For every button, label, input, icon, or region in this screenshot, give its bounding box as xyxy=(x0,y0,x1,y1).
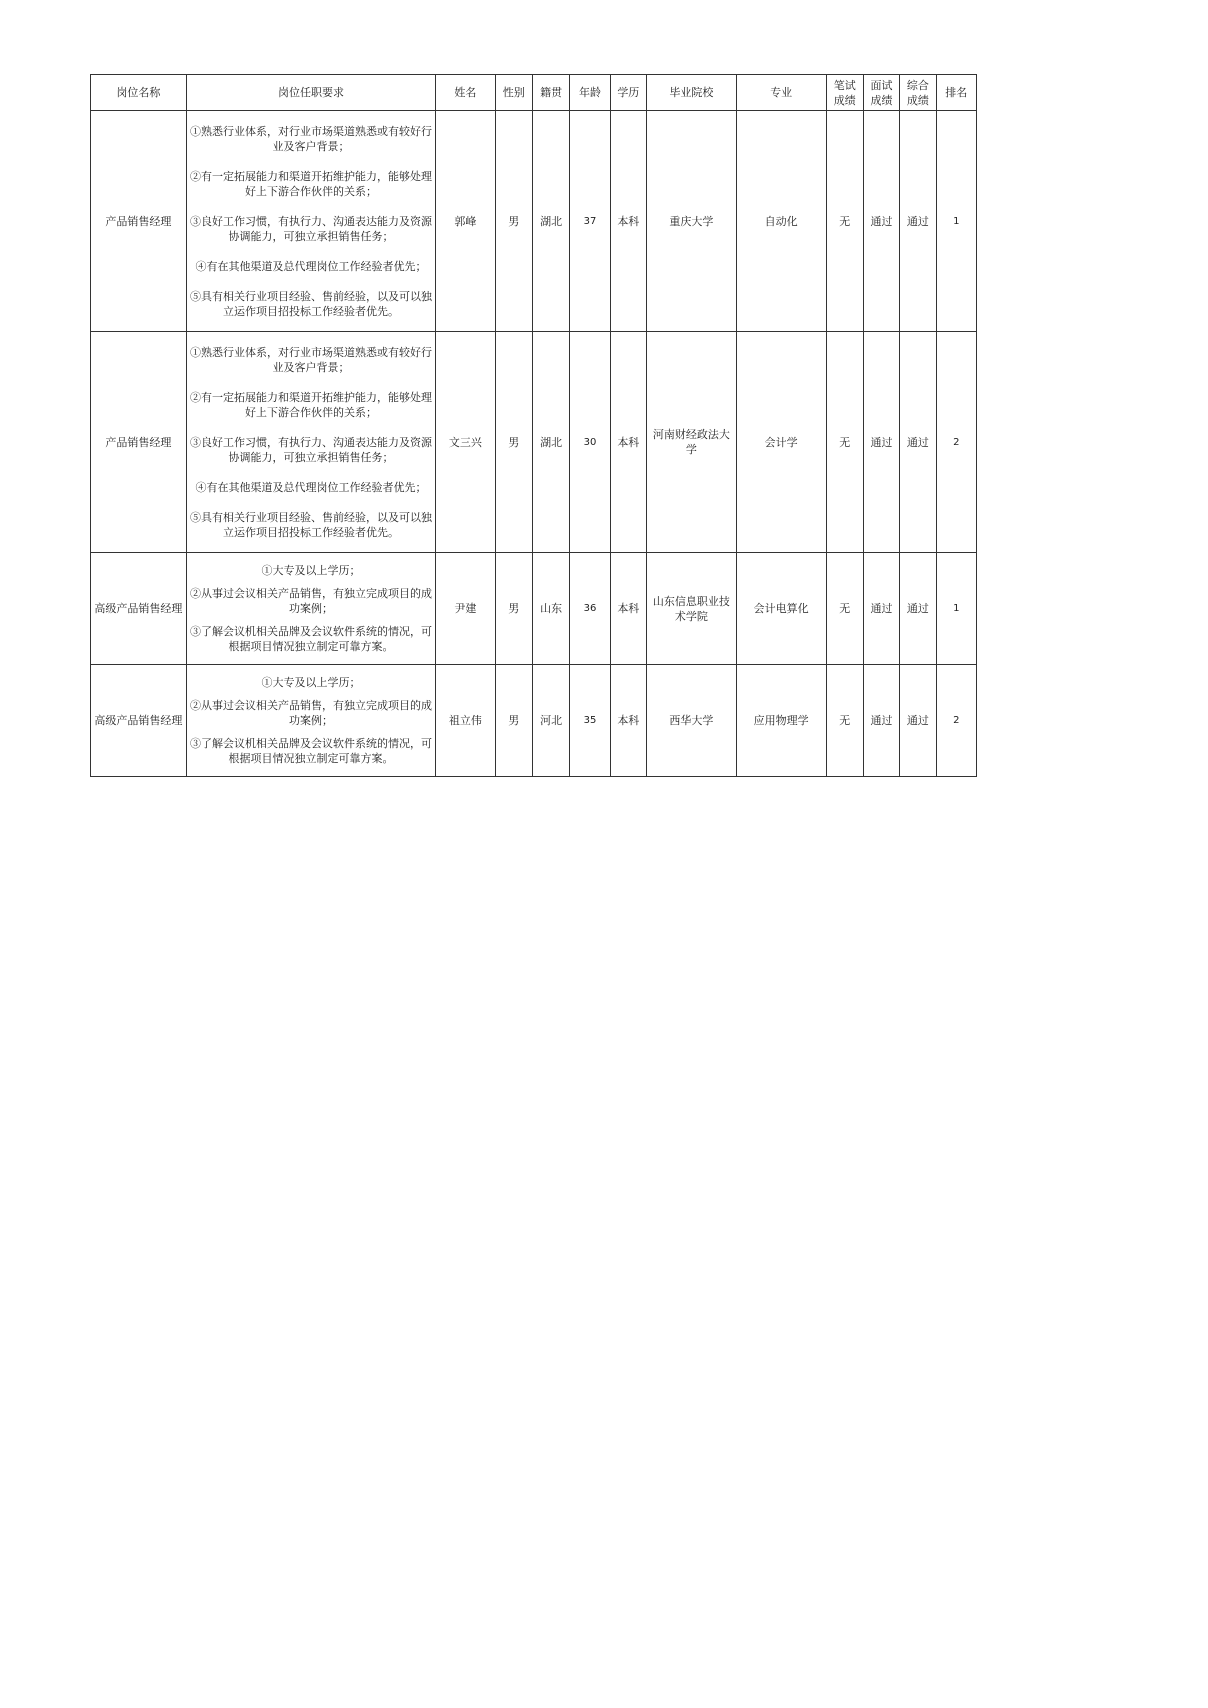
header-age: 年龄 xyxy=(570,75,610,111)
overall-score-cell: 通过 xyxy=(900,111,936,332)
name-cell: 文三兴 xyxy=(436,332,496,553)
rank-cell: 2 xyxy=(936,332,976,553)
written-score-cell: 无 xyxy=(826,553,863,665)
major-cell: 自动化 xyxy=(736,111,826,332)
origin-cell: 湖北 xyxy=(532,111,569,332)
requirement-item: ①大专及以上学历； xyxy=(261,564,361,577)
name-cell: 尹建 xyxy=(436,553,496,665)
education-cell: 本科 xyxy=(610,665,646,777)
requirements-cell xyxy=(186,111,435,332)
overall-score-cell: 通过 xyxy=(900,553,936,665)
interview-score-cell: 通过 xyxy=(863,553,899,665)
major-cell: 会计电算化 xyxy=(736,553,826,665)
requirement-item: ①大专及以上学历； xyxy=(261,676,361,689)
school-cell: 河南财经政法大学 xyxy=(646,332,736,553)
header-education: 学历 xyxy=(610,75,646,111)
rank-cell: 1 xyxy=(936,111,976,332)
position-cell: 产品销售经理 xyxy=(91,111,187,332)
header-interview: 面试成绩 xyxy=(863,75,899,111)
age-cell: 35 xyxy=(570,665,610,777)
requirements-cell xyxy=(186,553,435,665)
written-score-cell: 无 xyxy=(826,332,863,553)
origin-cell: 河北 xyxy=(532,665,569,777)
header-name: 姓名 xyxy=(436,75,496,111)
age-cell: 36 xyxy=(570,553,610,665)
age-cell: 30 xyxy=(570,332,610,553)
header-major: 专业 xyxy=(736,75,826,111)
table-row xyxy=(91,111,977,332)
overall-score-cell: 通过 xyxy=(900,665,936,777)
header-overall: 综合成绩 xyxy=(900,75,936,111)
candidate-table xyxy=(90,74,977,777)
name-cell: 祖立伟 xyxy=(436,665,496,777)
header-row xyxy=(91,75,977,111)
name-cell: 郭峰 xyxy=(436,111,496,332)
position-cell: 高级产品销售经理 xyxy=(91,665,187,777)
position-cell: 高级产品销售经理 xyxy=(91,553,187,665)
requirement-item: ③了解会议机相关品牌及会议软件系统的情况，可根据项目情况独立制定可靠方案。 xyxy=(189,625,432,653)
rank-cell: 2 xyxy=(936,665,976,777)
gender-cell: 男 xyxy=(495,332,532,553)
header-gender: 性别 xyxy=(495,75,532,111)
header-origin: 籍贯 xyxy=(532,75,569,111)
age-cell: 37 xyxy=(570,111,610,332)
rank-cell: 1 xyxy=(936,553,976,665)
education-cell: 本科 xyxy=(610,553,646,665)
written-score-cell: 无 xyxy=(826,111,863,332)
interview-score-cell: 通过 xyxy=(863,111,899,332)
gender-cell: 男 xyxy=(495,553,532,665)
requirement-item: ⑤具有相关行业项目经验、售前经验，以及可以独立运作项目招投标工作经验者优先。 xyxy=(189,510,432,539)
requirements-cell xyxy=(186,665,435,777)
school-cell: 山东信息职业技术学院 xyxy=(646,553,736,665)
requirement-item: ③了解会议机相关品牌及会议软件系统的情况，可根据项目情况独立制定可靠方案。 xyxy=(189,737,432,765)
interview-score-cell: 通过 xyxy=(863,332,899,553)
requirement-item: ④有在其他渠道及总代理岗位工作经验者优先； xyxy=(195,259,427,273)
requirement-item: ①熟悉行业体系，对行业市场渠道熟悉或有较好行业及客户背景； xyxy=(189,345,432,374)
interview-score-cell: 通过 xyxy=(863,665,899,777)
requirement-item: ③良好工作习惯，有执行力、沟通表达能力及资源协调能力，可独立承担销售任务； xyxy=(189,214,432,243)
education-cell: 本科 xyxy=(610,111,646,332)
requirement-item: ②从事过会议相关产品销售，有独立完成项目的成功案例； xyxy=(189,699,432,727)
origin-cell: 湖北 xyxy=(532,332,569,553)
origin-cell: 山东 xyxy=(532,553,569,665)
requirement-item: ④有在其他渠道及总代理岗位工作经验者优先； xyxy=(195,480,427,494)
header-requirements: 岗位任职要求 xyxy=(186,75,435,111)
table-row xyxy=(91,665,977,777)
header-written: 笔试成绩 xyxy=(826,75,863,111)
requirement-item: ⑤具有相关行业项目经验、售前经验，以及可以独立运作项目招投标工作经验者优先。 xyxy=(189,289,432,318)
position-cell: 产品销售经理 xyxy=(91,332,187,553)
school-cell: 重庆大学 xyxy=(646,111,736,332)
gender-cell: 男 xyxy=(495,111,532,332)
requirement-item: ③良好工作习惯，有执行力、沟通表达能力及资源协调能力，可独立承担销售任务； xyxy=(189,435,432,464)
header-rank: 排名 xyxy=(936,75,976,111)
school-cell: 西华大学 xyxy=(646,665,736,777)
requirement-item: ②有一定拓展能力和渠道开拓维护能力，能够处理好上下游合作伙伴的关系； xyxy=(189,390,432,419)
gender-cell: 男 xyxy=(495,665,532,777)
major-cell: 会计学 xyxy=(736,332,826,553)
table-row xyxy=(91,553,977,665)
written-score-cell: 无 xyxy=(826,665,863,777)
overall-score-cell: 通过 xyxy=(900,332,936,553)
requirements-cell xyxy=(186,332,435,553)
requirement-item: ①熟悉行业体系，对行业市场渠道熟悉或有较好行业及客户背景； xyxy=(189,124,432,153)
table-row xyxy=(91,332,977,553)
major-cell: 应用物理学 xyxy=(736,665,826,777)
requirement-item: ②有一定拓展能力和渠道开拓维护能力，能够处理好上下游合作伙伴的关系； xyxy=(189,169,432,198)
requirement-item: ②从事过会议相关产品销售，有独立完成项目的成功案例； xyxy=(189,587,432,615)
education-cell: 本科 xyxy=(610,332,646,553)
header-position: 岗位名称 xyxy=(91,75,187,111)
header-school: 毕业院校 xyxy=(646,75,736,111)
